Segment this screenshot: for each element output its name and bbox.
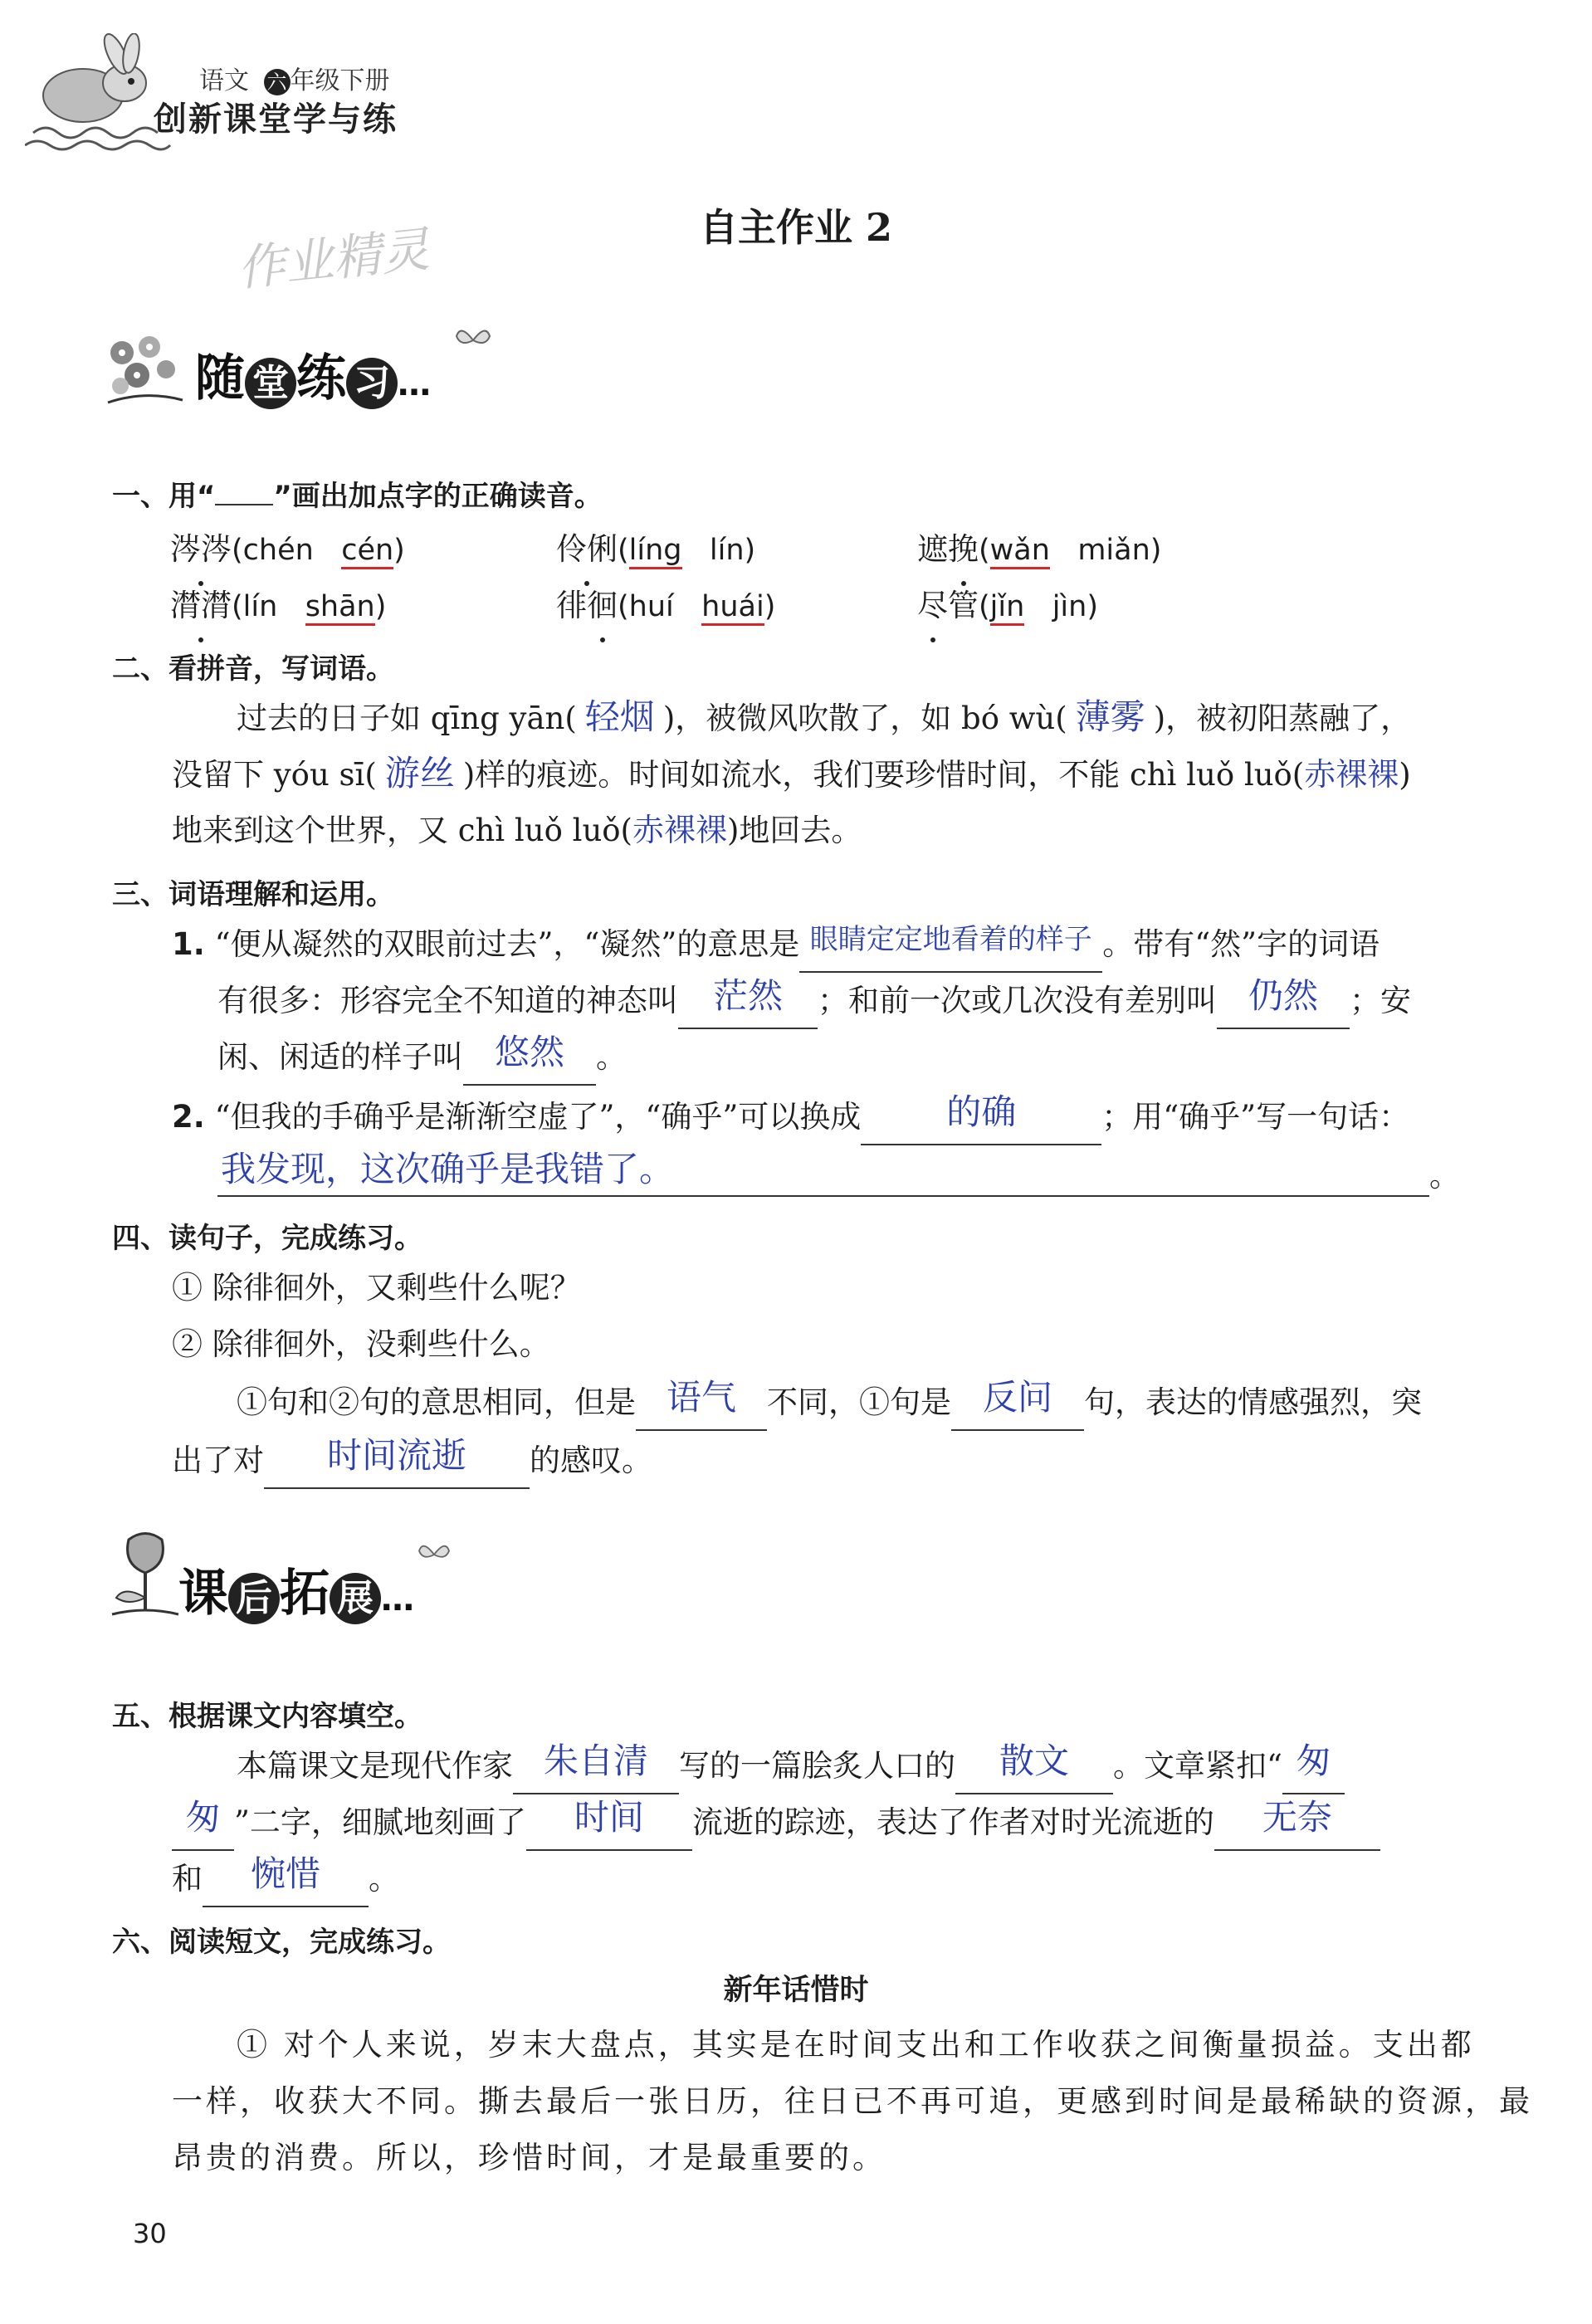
- banner1-dots: …: [398, 365, 431, 403]
- q5-answer-2: 散文: [999, 1741, 1069, 1781]
- q5-blank-5: [526, 1797, 692, 1851]
- q2-text: )地回去。: [727, 813, 862, 848]
- q3-answer-6: 我发现，这次确乎是我错了。: [221, 1149, 675, 1189]
- q1-opt: miǎn: [1077, 534, 1150, 567]
- q5-text: ”二字，细腻地刻画了: [234, 1804, 526, 1840]
- q1-item: 遮挽(wǎn miǎn): [917, 521, 1161, 579]
- q3-answer-5: 的确: [946, 1091, 1017, 1132]
- watermark: 作业精灵: [234, 221, 432, 297]
- q1-heading-blank: [215, 504, 273, 505]
- banner-after-class: [108, 1527, 540, 1627]
- q3-blank-5: [861, 1091, 1101, 1145]
- q4-line-1: [237, 1374, 1422, 1431]
- q3-text: ；用“确乎”写一句话：: [1101, 1099, 1410, 1135]
- q2-answer-4: 赤裸裸: [1304, 756, 1399, 793]
- q3-text: 。: [596, 1039, 627, 1075]
- q3-blank-2: [678, 975, 818, 1029]
- q1-opt: huí: [628, 590, 674, 623]
- q4-text: 出了对: [172, 1443, 264, 1478]
- tulip-icon: [108, 1527, 183, 1618]
- q3-blank-3: [1217, 975, 1350, 1029]
- q3-answer-4: 悠然: [494, 1032, 564, 1072]
- q4-text: 的感叹。: [530, 1443, 652, 1478]
- q5-blank-3: [1282, 1741, 1345, 1794]
- q1-opt-answer: huái: [701, 590, 764, 626]
- q1-heading-b: ”画出加点字的正确读音。: [273, 480, 603, 513]
- q1-word: 伶俐: [556, 521, 618, 578]
- banner2-char-2: 后: [228, 1573, 280, 1624]
- q1-opt-answer: cén: [341, 534, 393, 569]
- q5-answer-1: 朱自清: [543, 1741, 648, 1781]
- q1-opt-answer: shān: [305, 590, 375, 626]
- q5-answer-6: 无奈: [1262, 1797, 1332, 1838]
- q3-answer-3: 仍然: [1248, 975, 1318, 1016]
- grade-circle: 六: [264, 69, 291, 95]
- q1-item: 尽管(jǐn jìn): [917, 578, 1098, 635]
- flower-cluster-icon: [104, 332, 187, 407]
- q5-blank-7: [203, 1853, 369, 1907]
- q1-opt: chén: [242, 534, 314, 567]
- q4-sentence-2: ② 除徘徊外，没剩些什么。: [172, 1326, 550, 1362]
- banner-in-class-practice: [104, 324, 535, 415]
- q3-answer-2: 茫然: [712, 975, 783, 1016]
- q2-heading: 二、看拼音，写词语。: [112, 652, 394, 686]
- q5-text: 流逝的踪迹，表达了作者对时光流逝的: [691, 1804, 1214, 1840]
- rabbit-icon: [25, 33, 174, 158]
- q1-heading: [112, 473, 603, 514]
- q2-line-1: [237, 689, 1411, 747]
- banner2-char-3: 拓: [280, 1565, 330, 1623]
- q3-text: 闲、闲适的样子叫: [217, 1039, 463, 1075]
- q5-text: 。: [369, 1861, 399, 1897]
- header-logo: [25, 33, 174, 158]
- q3-answer-1: 眼睛定定地看着的样子: [809, 923, 1092, 956]
- q4-blank-3: [264, 1435, 530, 1489]
- q2-text: ): [1399, 757, 1411, 793]
- header-grade: 年级下册: [290, 66, 390, 95]
- q3-sentence-blank: [217, 1149, 1429, 1197]
- q1-item: 潸潸(lín shān): [170, 578, 386, 635]
- q1-opt: lín: [242, 590, 278, 623]
- q4-blank-2: [951, 1377, 1084, 1431]
- q3-heading: 三、词语理解和运用。: [112, 878, 394, 911]
- q1-opt-answer: jǐn: [990, 590, 1025, 626]
- q4-answer-1: 语气: [666, 1377, 736, 1418]
- passage-line-1: ① 对个人来说，岁末大盘点，其实是在时间支出和工作收获之间衡量损益。支出都: [237, 2027, 1475, 2063]
- banner1-char-4: 习: [346, 358, 398, 409]
- q1-word-first: 徘: [556, 588, 587, 623]
- q3-blank-4: [463, 1032, 596, 1086]
- q1-item: 涔涔(chén cén): [170, 521, 405, 579]
- q3-text: “便从凝然的双眼前过去”，“凝然”的意思是: [214, 926, 800, 962]
- q3-num-1: 1.: [172, 926, 205, 962]
- q5-blank-6: [1214, 1797, 1380, 1851]
- page-number: 30: [133, 2218, 167, 2249]
- butterfly-icon: [415, 1540, 453, 1570]
- banner2-dots: …: [381, 1580, 414, 1618]
- q5-blank-1: [513, 1741, 679, 1794]
- q1-word-dot: 徊: [587, 578, 618, 634]
- q1-word-first: 遮: [917, 531, 948, 567]
- q2-text: )样的痕迹。时间如流水，我们要珍惜时间，不能 chì luǒ luǒ(: [462, 757, 1305, 793]
- q5-text: 。文章紧扣“: [1113, 1748, 1282, 1784]
- q5-text: 写的一篇脍炙人口的: [679, 1748, 955, 1784]
- q5-blank-4: [172, 1797, 234, 1851]
- passage-line-3: 昂贵的消费。所以，珍惜时间，才是最重要的。: [172, 2140, 886, 2175]
- q3-text: 有很多：形容完全不知道的神态叫: [217, 983, 678, 1018]
- butterfly-icon: [452, 324, 494, 357]
- q1-word-dot: 挽: [948, 521, 979, 578]
- q2-line-3: [172, 802, 862, 859]
- q2-answer-3: 游丝: [384, 753, 455, 793]
- q4-answer-3: 时间流逝: [326, 1435, 466, 1476]
- q3-text: ；和前一次或几次没有差别叫: [818, 983, 1217, 1018]
- q1-item: 徘徊(huí huái): [556, 578, 775, 635]
- banner1-char-1: 随: [195, 349, 245, 408]
- q3-text: 。带有“然”字的词语: [1102, 926, 1380, 962]
- q5-answer-7: 惋惜: [250, 1853, 320, 1894]
- q4-text: ①句和②句的意思相同，但是: [237, 1384, 636, 1420]
- page-title: 自主作业 2: [699, 205, 893, 250]
- q1-heading-a: 一、用“: [112, 480, 216, 513]
- passage-line-2: 一样，收获大不同。撕去最后一张日历，往日已不再可追，更感到时间是最稀缺的资源，最: [172, 2083, 1533, 2119]
- q5-blank-2: [955, 1741, 1113, 1794]
- q4-text: 句，表达的情感强烈，突: [1084, 1384, 1422, 1420]
- q5-heading: 五、根据课文内容填空。: [112, 1700, 422, 1733]
- q3-item-1-line-1: [172, 916, 1380, 973]
- q3-item-1-line-2: [217, 973, 1411, 1029]
- q5-line-2: [172, 1794, 1380, 1851]
- banner1-char-2: 堂: [245, 358, 296, 409]
- q3-text: ；安: [1350, 983, 1411, 1018]
- header-series: 创新课堂学与练: [154, 100, 398, 139]
- q1-word-dot: 尽: [917, 578, 948, 634]
- banner2-char-1: 课: [178, 1565, 228, 1623]
- q5-line-1: [237, 1738, 1345, 1794]
- q5-answer-4: 匆: [185, 1797, 221, 1838]
- banner1-char-3: 练: [296, 349, 346, 408]
- q2-text: 地来到这个世界，又 chì luǒ luǒ(: [172, 813, 632, 848]
- q4-answer-2: 反问: [982, 1377, 1052, 1418]
- banner2-char-4: 展: [330, 1573, 381, 1624]
- q3-blank-1: [799, 923, 1102, 973]
- q2-answer-1: 轻烟: [584, 696, 655, 737]
- q3-item-2-line-1: [172, 1089, 1409, 1145]
- q2-text: 没留下 yóu sī(: [172, 757, 377, 793]
- q2-answer-2: 薄雾: [1075, 696, 1145, 737]
- q1-opt: jìn: [1052, 590, 1087, 623]
- q4-text: 不同，①句是: [767, 1384, 951, 1420]
- q1-word-rest: 管: [948, 588, 979, 623]
- header-subject: 语文: [199, 66, 249, 95]
- q3-num-2: 2.: [172, 1099, 205, 1135]
- q5-answer-5: 时间: [574, 1797, 644, 1838]
- q1-word: 涔涔: [170, 521, 232, 578]
- q3-end: 。: [1429, 1158, 1460, 1194]
- passage-title: 新年话惜时: [723, 1974, 869, 2007]
- q1-opt-answer: wǎn: [990, 534, 1050, 569]
- q4-heading: 四、读句子，完成练习。: [112, 1222, 422, 1255]
- q1-word: 潸潸: [170, 578, 232, 634]
- q5-text: 本篇课文是现代作家: [237, 1748, 513, 1784]
- q3-text: “但我的手确乎是渐渐空虚了”，“确乎”可以换成: [214, 1099, 862, 1135]
- q1-opt: lín: [709, 534, 745, 567]
- q2-answer-5: 赤裸裸: [632, 812, 727, 848]
- q6-heading: 六、阅读短文，完成练习。: [112, 1926, 451, 1959]
- q4-line-2: [172, 1433, 652, 1489]
- q1-item: 伶俐(líng lín): [556, 521, 755, 579]
- q4-blank-1: [636, 1377, 767, 1431]
- q3-item-1-line-3: [217, 1029, 627, 1086]
- q2-line-2: [172, 745, 1411, 803]
- q4-sentence-1: ① 除徘徊外，又剩些什么呢？: [172, 1270, 581, 1306]
- q1-opt-answer: líng: [629, 534, 682, 569]
- q5-text: 和: [172, 1861, 203, 1897]
- q2-text: )，被初阳蒸融了，: [1153, 701, 1412, 736]
- q2-text: 过去的日子如 qīng yān(: [237, 701, 577, 736]
- q5-line-3: [172, 1851, 399, 1907]
- q5-answer-3: 匆: [1296, 1741, 1331, 1781]
- q2-text: )，被微风吹散了，如 bó wù(: [662, 701, 1067, 736]
